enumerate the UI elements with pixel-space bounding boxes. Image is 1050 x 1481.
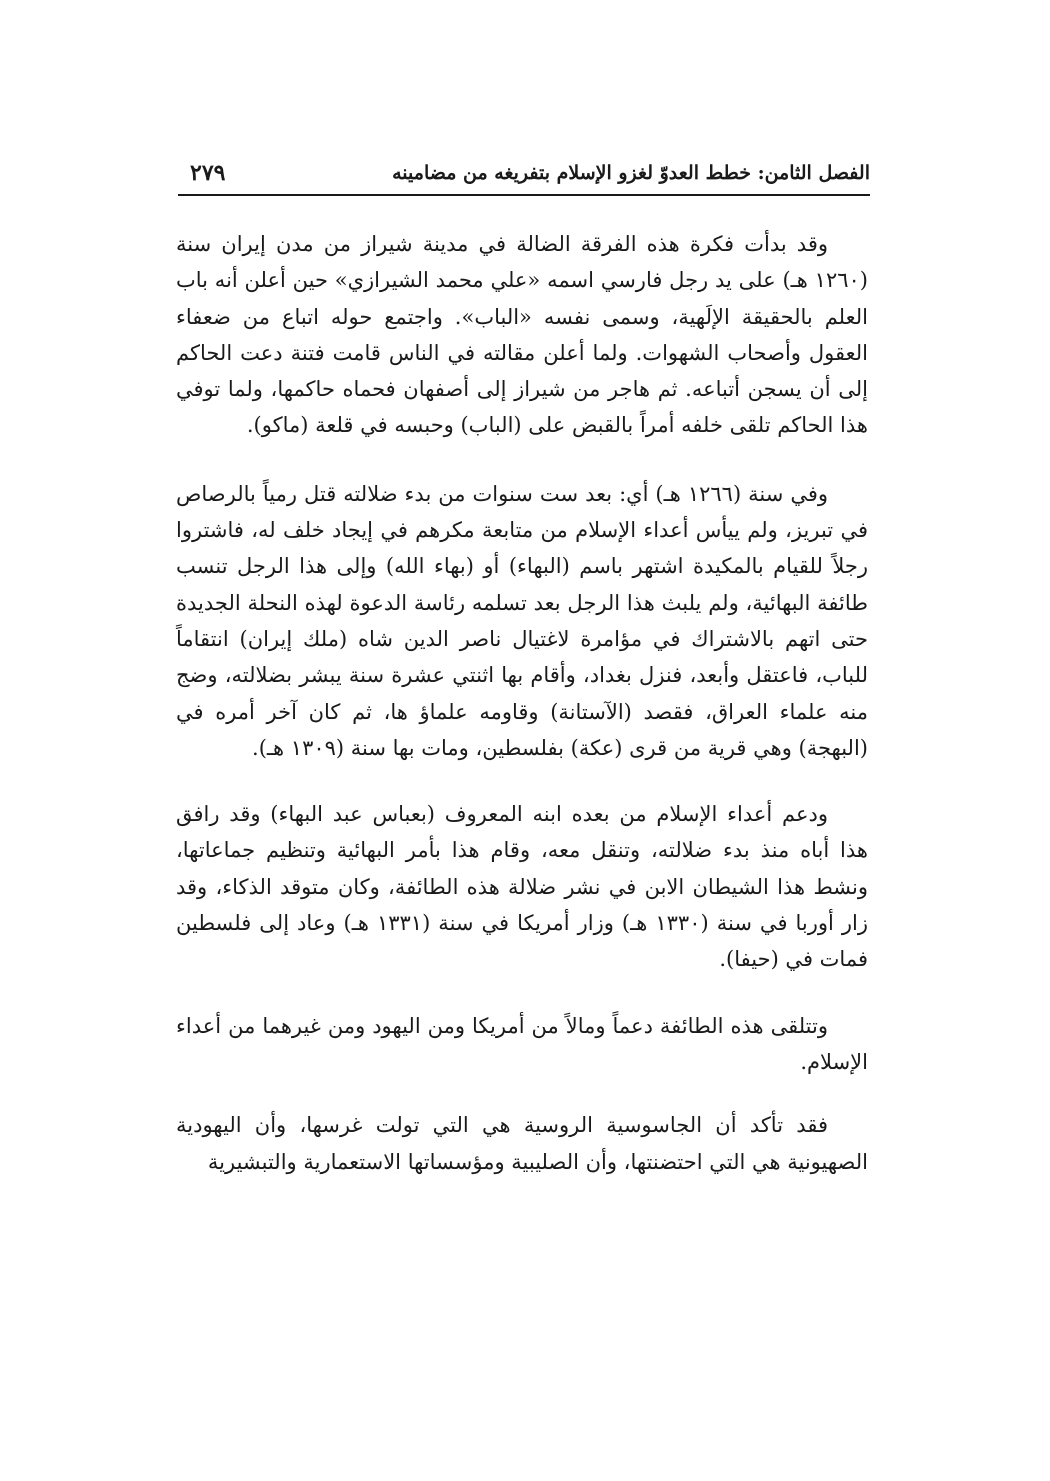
running-header [178,160,870,194]
chapter-title: الفصل الثامن: خطط العدوّ لغزو الإسلام بتفريغه من مضامينه [392,162,870,184]
page-number: ٢٧٩ [190,160,226,186]
paragraph-bab-origin: وقد بدأت فكرة هذه الفرقة الضالة في مدينة شيراز من مدن إيران سنة (١٢٦٠ هـ) على يد رجل فارسي اسمه «علي محمد الشيرازي» حين أعلن أنه باب العلم بالحقيقة الإلَهية، وسمى نفسه «الباب». واجتمع حوله اتباع من ضعفاء العقول وأصحاب الشهوات. ولما أعلن مقالته في الناس قامت فتنة دعت الحاكم إلى أن يسجن أتباعه. ثم هاجر من شيراز إلى أصفهان فحماه حاكمها، ولما توفي هذا الحاكم تلقى خلفه أمراً بالقبض على (الباب) وحبسه في قلعة (ماكو). [176,232,868,438]
paragraph-espionage-origins: فقد تأكد أن الجاسوسية الروسية هي التي تولت غرسها، وأن اليهودية الصهيونية هي التي احتضنتها، وأن الصليبية ومؤسساتها الاستعمارية والتبشيرية [176,1113,868,1174]
header-divider [178,194,870,196]
body-text [176,226,868,1180]
paragraph-baha-succession: وفي سنة (١٢٦٦ هـ) أي: بعد ست سنوات من بدء ضلالته قتل رمياً بالرصاص في تبريز، ولم ييأس أعداء الإسلام من متابعة مكرهم في إيجاد خلف له، فاشتروا رجلاً للقيام بالمكيدة اشتهر باسم (البهاء) أو (بهاء الله) وإلى هذا الرجل تنسب طائفة البهائية، ولم يلبث هذا الرجل بعد تسلمه رئاسة الدعوة لهذه النحلة الجديدة حتى اتهم بالاشتراك في مؤامرة لاغتيال ناصر الدين شاه (ملك إيران) انتقاماً للباب، فاعتقل وأبعد، فنزل بغداد، وأقام بها اثنتي عشرة سنة يبشر بضلالته، وضج منه علماء العراق، فقصد (الآستانة) وقاومه علماؤ ها، ثم كان آخر أمره في (البهجة) وهي قرية من قرى (عكة) بفلسطين، ومات بها سنة (١٣٠٩ هـ). [176,481,868,760]
paragraph-abbas-abdul-baha: ودعم أعداء الإسلام من بعده ابنه المعروف (بعباس عبد البهاء) وقد رافق هذا أباه منذ بدء ضلالته، وتنقل معه، وقام هذا بأمر البهائية وتنظيم جماعاتها، ونشط هذا الشيطان الابن في نشر ضلالة هذه الطائفة، وكان متوقد الذكاء، وقد زار أوربا في سنة (١٣٣٠ هـ) وزار أمريكا في سنة (١٣٣١ هـ) وعاد إلى فلسطين فمات في (حيفا). [176,802,869,972]
paragraph-foreign-support: وتتلقى هذه الطائفة دعماً ومالاً من أمريكا ومن اليهود ومن غيرهما من أعداء الإسلام. [176,1013,868,1074]
